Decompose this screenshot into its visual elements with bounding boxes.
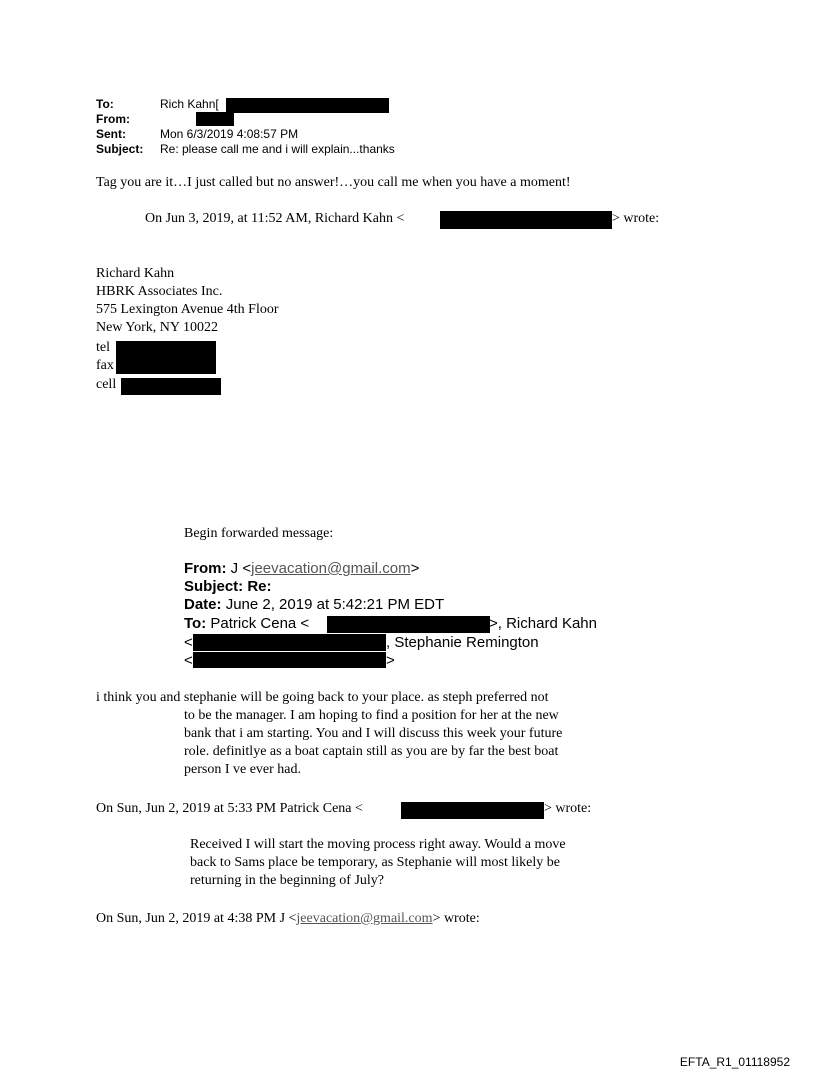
- forward-to-label: To:: [184, 615, 207, 632]
- forward-gt: >: [386, 652, 395, 669]
- reply1-intro-pre: On Sun, Jun 2, 2019 at 5:33 PM Patrick Cena <: [96, 801, 363, 816]
- forward-heading: Begin forwarded message:: [184, 526, 334, 541]
- subject-value: Re: please call me and i will explain...thanks: [160, 142, 395, 156]
- message-line: person I ve ever had.: [184, 762, 302, 777]
- forward-from-close: >: [410, 560, 420, 577]
- message-line: bank that i am starting. You and I will discuss this week your future: [184, 726, 563, 741]
- body-line: Tag you are it…I just called but no answer!…you call me when you have a moment!: [96, 175, 571, 190]
- signature-fax-label: fax: [96, 358, 114, 373]
- sent-value: Mon 6/3/2019 4:08:57 PM: [160, 127, 299, 141]
- reply1-line: returning in the beginning of July?: [190, 873, 385, 888]
- forward-lt: <: [184, 634, 193, 651]
- forward-from-email-link[interactable]: jeevacation@gmail.com: [251, 560, 411, 577]
- forward-date-value: June 2, 2019 at 5:42:21 PM EDT: [225, 596, 445, 613]
- forward-from-name: J <: [230, 560, 252, 577]
- sent-label: Sent:: [96, 127, 126, 141]
- from-label: From:: [96, 112, 130, 126]
- forward-to-name: Patrick Cena <: [210, 615, 310, 632]
- redaction-bar: [193, 652, 386, 668]
- signature-company: HBRK Associates Inc.: [96, 284, 223, 299]
- forward-subject: Subject: Re:: [184, 578, 272, 595]
- reply2-intro-pre: On Sun, Jun 2, 2019 at 4:38 PM J <: [96, 911, 297, 926]
- message-first-line: i think you and stephanie will be going back to your place. as steph preferred not: [96, 690, 549, 705]
- signature-address1: 575 Lexington Avenue 4th Floor: [96, 302, 279, 317]
- forward-from-label: From:: [184, 560, 227, 577]
- redaction-bar: [116, 358, 216, 374]
- reply2-intro: [96, 911, 480, 927]
- reply1-line: Received I will start the moving process right away. Would a move: [190, 837, 566, 852]
- redaction-bar: [193, 634, 386, 651]
- reply2-intro-post: > wrote:: [432, 911, 480, 926]
- redaction-bar: [116, 341, 216, 358]
- to-value: Rich Kahn[: [160, 97, 219, 111]
- message-line: to be the manager. I am hoping to find a position for her at the new: [184, 708, 559, 723]
- signature-address2: New York, NY 10022: [96, 320, 218, 335]
- redaction-bar: [226, 98, 389, 113]
- redaction-bar: [327, 616, 490, 633]
- forward-lt: <: [184, 652, 193, 669]
- quote-intro-pre: On Jun 3, 2019, at 11:52 AM, Richard Kahn <: [145, 211, 405, 226]
- message-line: role. definitlye as a boat captain still as you are by far the best boat: [184, 744, 559, 759]
- to-label: To:: [96, 97, 114, 111]
- forward-to-stephanie: , Stephanie Remington: [386, 634, 539, 651]
- quote-intro-post: > wrote:: [612, 211, 660, 226]
- redaction-bar: [196, 112, 234, 126]
- redaction-bar: [401, 802, 544, 819]
- document-id: EFTA_R1_01118952: [679, 1055, 790, 1069]
- signature-cell-label: cell: [96, 377, 117, 392]
- redaction-bar: [440, 211, 612, 229]
- reply1-intro-post: > wrote:: [544, 801, 592, 816]
- forward-to-richard: >, Richard Kahn: [489, 615, 597, 632]
- signature-tel-label: tel: [96, 340, 110, 355]
- forward-to-line: [184, 615, 309, 632]
- subject-label: Subject:: [96, 142, 144, 156]
- reply1-line: back to Sams place be temporary, as Stephanie will most likely be: [190, 855, 560, 870]
- signature-name: Richard Kahn: [96, 266, 175, 281]
- redaction-bar: [121, 378, 221, 395]
- forward-date-label: Date:: [184, 596, 222, 613]
- forward-from-line: [184, 560, 419, 577]
- forward-date-line: [184, 596, 444, 613]
- reply2-email-link[interactable]: jeevacation@gmail.com: [296, 911, 433, 926]
